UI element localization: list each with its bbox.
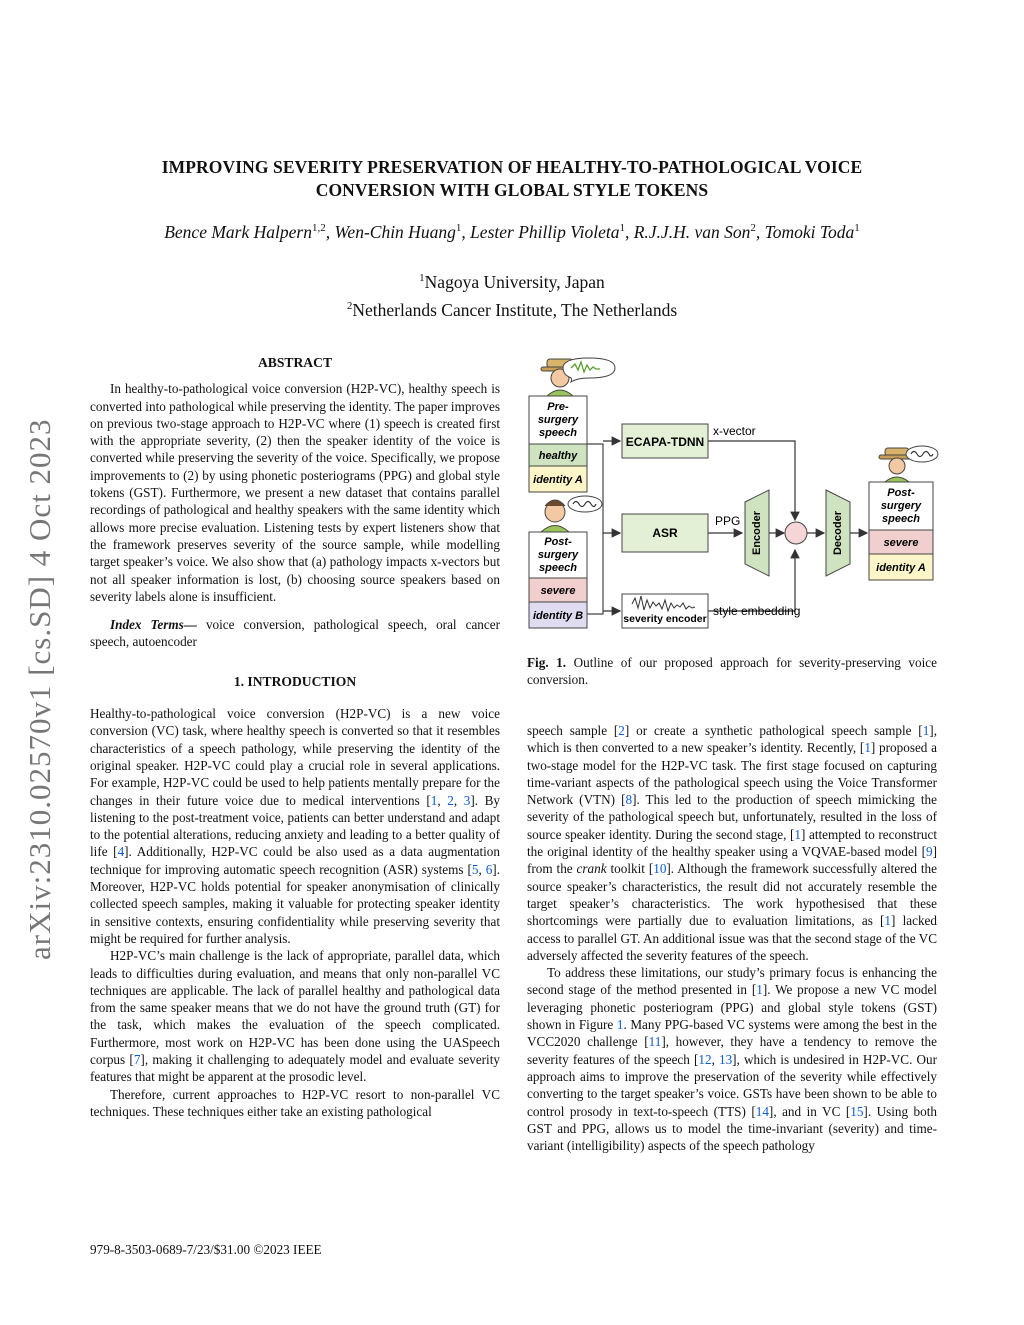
author-name: Lester Phillip Violeta <box>470 222 620 242</box>
citation-link[interactable]: 3 <box>463 792 471 808</box>
citation-link[interactable]: 13 <box>718 1051 733 1067</box>
pre-surgery-label-2: surgery <box>537 414 579 426</box>
abstract-text: In healthy-to-pathological voice conversion (H2P-VC), healthy speech is converted into pathological while preserving the identity. The paper improves on previous two-stage approach to H2P-VC where (1) speech is created first with the appropriate severity, (2) then the speaker identity of the voice is converted while preserving the severity of the voice. Specifically, we propose improvements to (2) by using phonetic posteriograms (PPG) and global style tokens (GST). Furthermore, we present a new dataset that contains parallel recordings of pathological and healthy speakers with the same identity which allows more precise evaluation. Listening tests by expert listeners show that the framework preserves severity of the source sample, while modelling target speaker’s voice. We also show that (a) pathology impacts x-vectors but not all speaker information is lost, (b) choosing source speakers based on severity labels alone is insufficient. <box>90 381 500 604</box>
right-column <box>527 722 937 1154</box>
affiliation-number: 2 <box>346 299 353 312</box>
identity-a-output-label: identity A <box>876 562 926 574</box>
citation-link[interactable]: 1 <box>884 913 891 929</box>
author-affiliation-mark: 1,2 <box>311 222 326 235</box>
encoder-label: Encoder <box>751 510 763 556</box>
citation-link[interactable]: 1 <box>756 982 763 998</box>
index-terms <box>90 616 500 651</box>
ecapa-tdnn-label: ECAPA-TDNN <box>625 435 705 449</box>
citation-link[interactable]: 1 <box>794 826 801 842</box>
title-line-1: IMPROVING SEVERITY PRESERVATION OF HEALTHY-TO-PATHOLOGICAL VOICE <box>161 157 863 177</box>
style-embedding-label: style embedding <box>713 604 801 618</box>
affiliation-line <box>80 266 944 294</box>
pre-surgery-label-1: Pre- <box>547 401 569 413</box>
xvector-label: x-vector <box>713 424 756 438</box>
title-line-2: CONVERSION WITH GLOBAL STYLE TOKENS <box>315 180 709 200</box>
figure-1-diagram <box>527 354 939 640</box>
post-surgery-output-label-2: surgery <box>880 500 922 512</box>
affiliation-line <box>80 294 944 322</box>
figure-caption <box>527 654 937 689</box>
author-list: Bence Mark Halpern$^{1,2}$, Wen-Chin Huang$^1$, Lester Phillip Violeta$^1$, R.J.J.H. van Son$^2$, Tomoki Toda$^1$ <box>164 222 860 242</box>
index-terms-label: Index Terms— <box>110 617 197 633</box>
intro-paragraph-3: Therefore, current approaches to H2P-VC resort to non-parallel VC techniques. These techniques either take an existing pathological <box>90 1086 500 1119</box>
post-surgery-output-label-1: Post- <box>887 487 915 499</box>
abstract-heading: ABSTRACT <box>257 355 333 370</box>
caption-label: Fig. 1. <box>527 655 567 670</box>
intro-paragraph-4: speech sample [2] or create a synthetic pathological speech sample [1], which is then converted to a new speaker’s identity. Recently, [1] proposed a two-stage model for the H2P-VC task. The first stage focused on capturing time-variant aspects of the pathological speech using the Voice Transformer Network (VTN) [8]. This led to the production of speech mimicking the severity of the pathological speech but, unfortunately, resulted in the loss of source speaker identity. During the second stage, [1] attempted to reconstruct the original identity of the healthy speaker using a VQVAE-based model [9] from the crank toolkit [10]. Although the framework successfully altered the source speaker’s characteristics, the result did not accurately resemble the target speaker’s characteristics. The work hypothesised that these shortcomings were partially due to evaluation limitations, as [1] lacked access to parallel GT. An additional issue was that the second stage of the VC adversely affected the severity features of the speech. <box>527 723 937 963</box>
intro-paragraph-1: Healthy-to-pathological voice conversion (H2P-VC) is a new voice conversion (VC) task, where healthy speech is converted so that it resembles characteristics of a speech pathology, while preserving the identity of the original speaker. H2P-VC could play a crucial role in several applications. For example, H2P-VC could be used to help patients mentally prepare for the changes in their future voice due to medical interventions [1, 2, 3]. By listening to the post-treatment voice, patients can better understand and adapt to the potential alterations, reducing anxiety and leading to a better quality of life [4]. Additionally, H2P-VC could be also used as a data augmentation technique for improving automatic speech recognition (ASR) systems [5, 6]. Moreover, H2P-VC holds potential for speaker anonymisation of clinically collected speech samples, making it valuable for protecting speaker identity in sensitive contexts, ensuring confidentiality while preserving severity that might be required for further analysis. <box>90 706 500 946</box>
ppg-label: PPG <box>715 514 741 528</box>
author-affiliation-mark: 1 <box>854 222 860 235</box>
italic-term: crank <box>576 861 607 877</box>
arxiv-stamp: arXiv:2310.02570v1 [cs.SD] 4 Oct 2023 <box>22 418 57 960</box>
citation-link[interactable]: 12 <box>698 1051 712 1067</box>
citation-link[interactable]: 1 <box>616 1017 624 1033</box>
asr-label: ASR <box>652 526 678 540</box>
speaker-b-avatar-icon <box>541 500 569 532</box>
speech-bubble-a-icon <box>563 358 615 382</box>
author-name: Tomoki Toda <box>764 222 855 242</box>
citation-link[interactable]: 1 <box>430 792 438 808</box>
post-surgery-input-label-1: Post- <box>544 536 572 548</box>
citation-link[interactable]: 4 <box>117 844 125 860</box>
index-terms-text: voice conversion, pathological speech, oral cancer speech, autoencoder <box>90 617 500 650</box>
identity-b-label: identity B <box>532 610 584 622</box>
citation-link[interactable]: 8 <box>625 792 633 808</box>
citation-link[interactable]: 1 <box>864 740 871 756</box>
citation-link[interactable]: 5 <box>471 861 479 877</box>
affiliation-text: Netherlands Cancer Institute, The Netherlands <box>352 299 678 320</box>
citation-link[interactable]: 2 <box>447 792 454 808</box>
copyright-footer: 979-8-3503-0689-7/23/$31.00 ©2023 IEEE <box>90 1242 322 1257</box>
healthy-label: healthy <box>538 450 578 462</box>
concat-node <box>785 522 807 544</box>
section-heading-intro: 1. INTRODUCTION <box>233 673 357 689</box>
citation-link[interactable]: 7 <box>133 1051 141 1067</box>
citation-link[interactable]: 11 <box>648 1034 662 1050</box>
citation-link[interactable]: 9 <box>926 844 933 860</box>
citation-link[interactable]: 2 <box>618 723 625 738</box>
intro-paragraph-2: H2P-VC’s main challenge is the lack of appropriate, parallel data, which leads to difficulties during evaluation, and means that only non-parallel VC techniques are applicable. The lack of parallel healthy and pathological data from the same speaker means that we do not have the ground truth (GT) for the task, which makes the evaluation of the speech complicated. Furthermore, most work on H2P-VC has been done using the UASpeech corpus [7], making it challenging to adequately model and evaluate severity features that might be apparent at the prosodic level. <box>90 948 500 1085</box>
speech-bubble-b-icon <box>568 496 602 512</box>
author-affiliation-mark: 2 <box>750 222 756 235</box>
author-affiliation-mark: 1 <box>619 222 625 235</box>
author-affiliation-mark: 1 <box>455 222 462 235</box>
post-surgery-input-label-3: speech <box>539 562 577 574</box>
intro-paragraph-5: To address these limitations, our study’s primary focus is enhancing the second stage of the method presented in [1]. We propose a new VC model leveraging phonetic posteriogram (PPG) and global style tokens (GST) shown in Figure 1. Many PPG-based VC systems were among the best in the VCC2020 challenge [11], however, they have a tendency to remove the severity features of the speech [12, 13], which is undesired in H2P-VC. Our approach aims to improve the preservation of the severity while effectively converting to the target speaker’s voice. GSTs have been shown to be able to control prosody in text-to-speech (TTS) [14], and in VC [15]. Using both GST and PPG, allows us to model the time-invariant (severity) and time-variant (intelligibility) aspects of the speech pathology <box>527 965 938 1154</box>
author-name: Bence Mark Halpern <box>164 222 312 242</box>
severe-input-label: severe <box>540 585 576 597</box>
severe-output-label: severe <box>883 537 919 549</box>
pre-surgery-label-3: speech <box>539 427 577 439</box>
decoder-label: Decoder <box>832 510 844 556</box>
affiliation-number: 1 <box>419 272 425 284</box>
citation-link[interactable]: 10 <box>653 861 667 877</box>
left-column <box>90 354 500 1120</box>
affiliation-list <box>80 266 944 322</box>
citation-link[interactable]: 6 <box>485 861 493 877</box>
post-surgery-input-label-2: surgery <box>537 549 579 561</box>
identity-a-label: identity A <box>533 474 583 486</box>
affiliation-text: Nagoya University, Japan <box>424 271 605 292</box>
author-name: Wen-Chin Huang <box>334 222 456 242</box>
post-surgery-output-label-3: speech <box>882 513 920 525</box>
citation-link[interactable]: 14 <box>755 1103 769 1119</box>
severity-encoder-label: severity encoder <box>623 613 707 625</box>
caption-text: Outline of our proposed approach for severity-preserving voice conversion. <box>527 655 937 688</box>
input-bracket <box>587 444 603 614</box>
speech-bubble-output-icon <box>906 446 938 462</box>
citation-link[interactable]: 1 <box>922 723 930 738</box>
citation-link[interactable]: 15 <box>850 1103 864 1119</box>
author-name: R.J.J.H. van Son <box>633 222 751 242</box>
paper-title <box>80 156 944 202</box>
